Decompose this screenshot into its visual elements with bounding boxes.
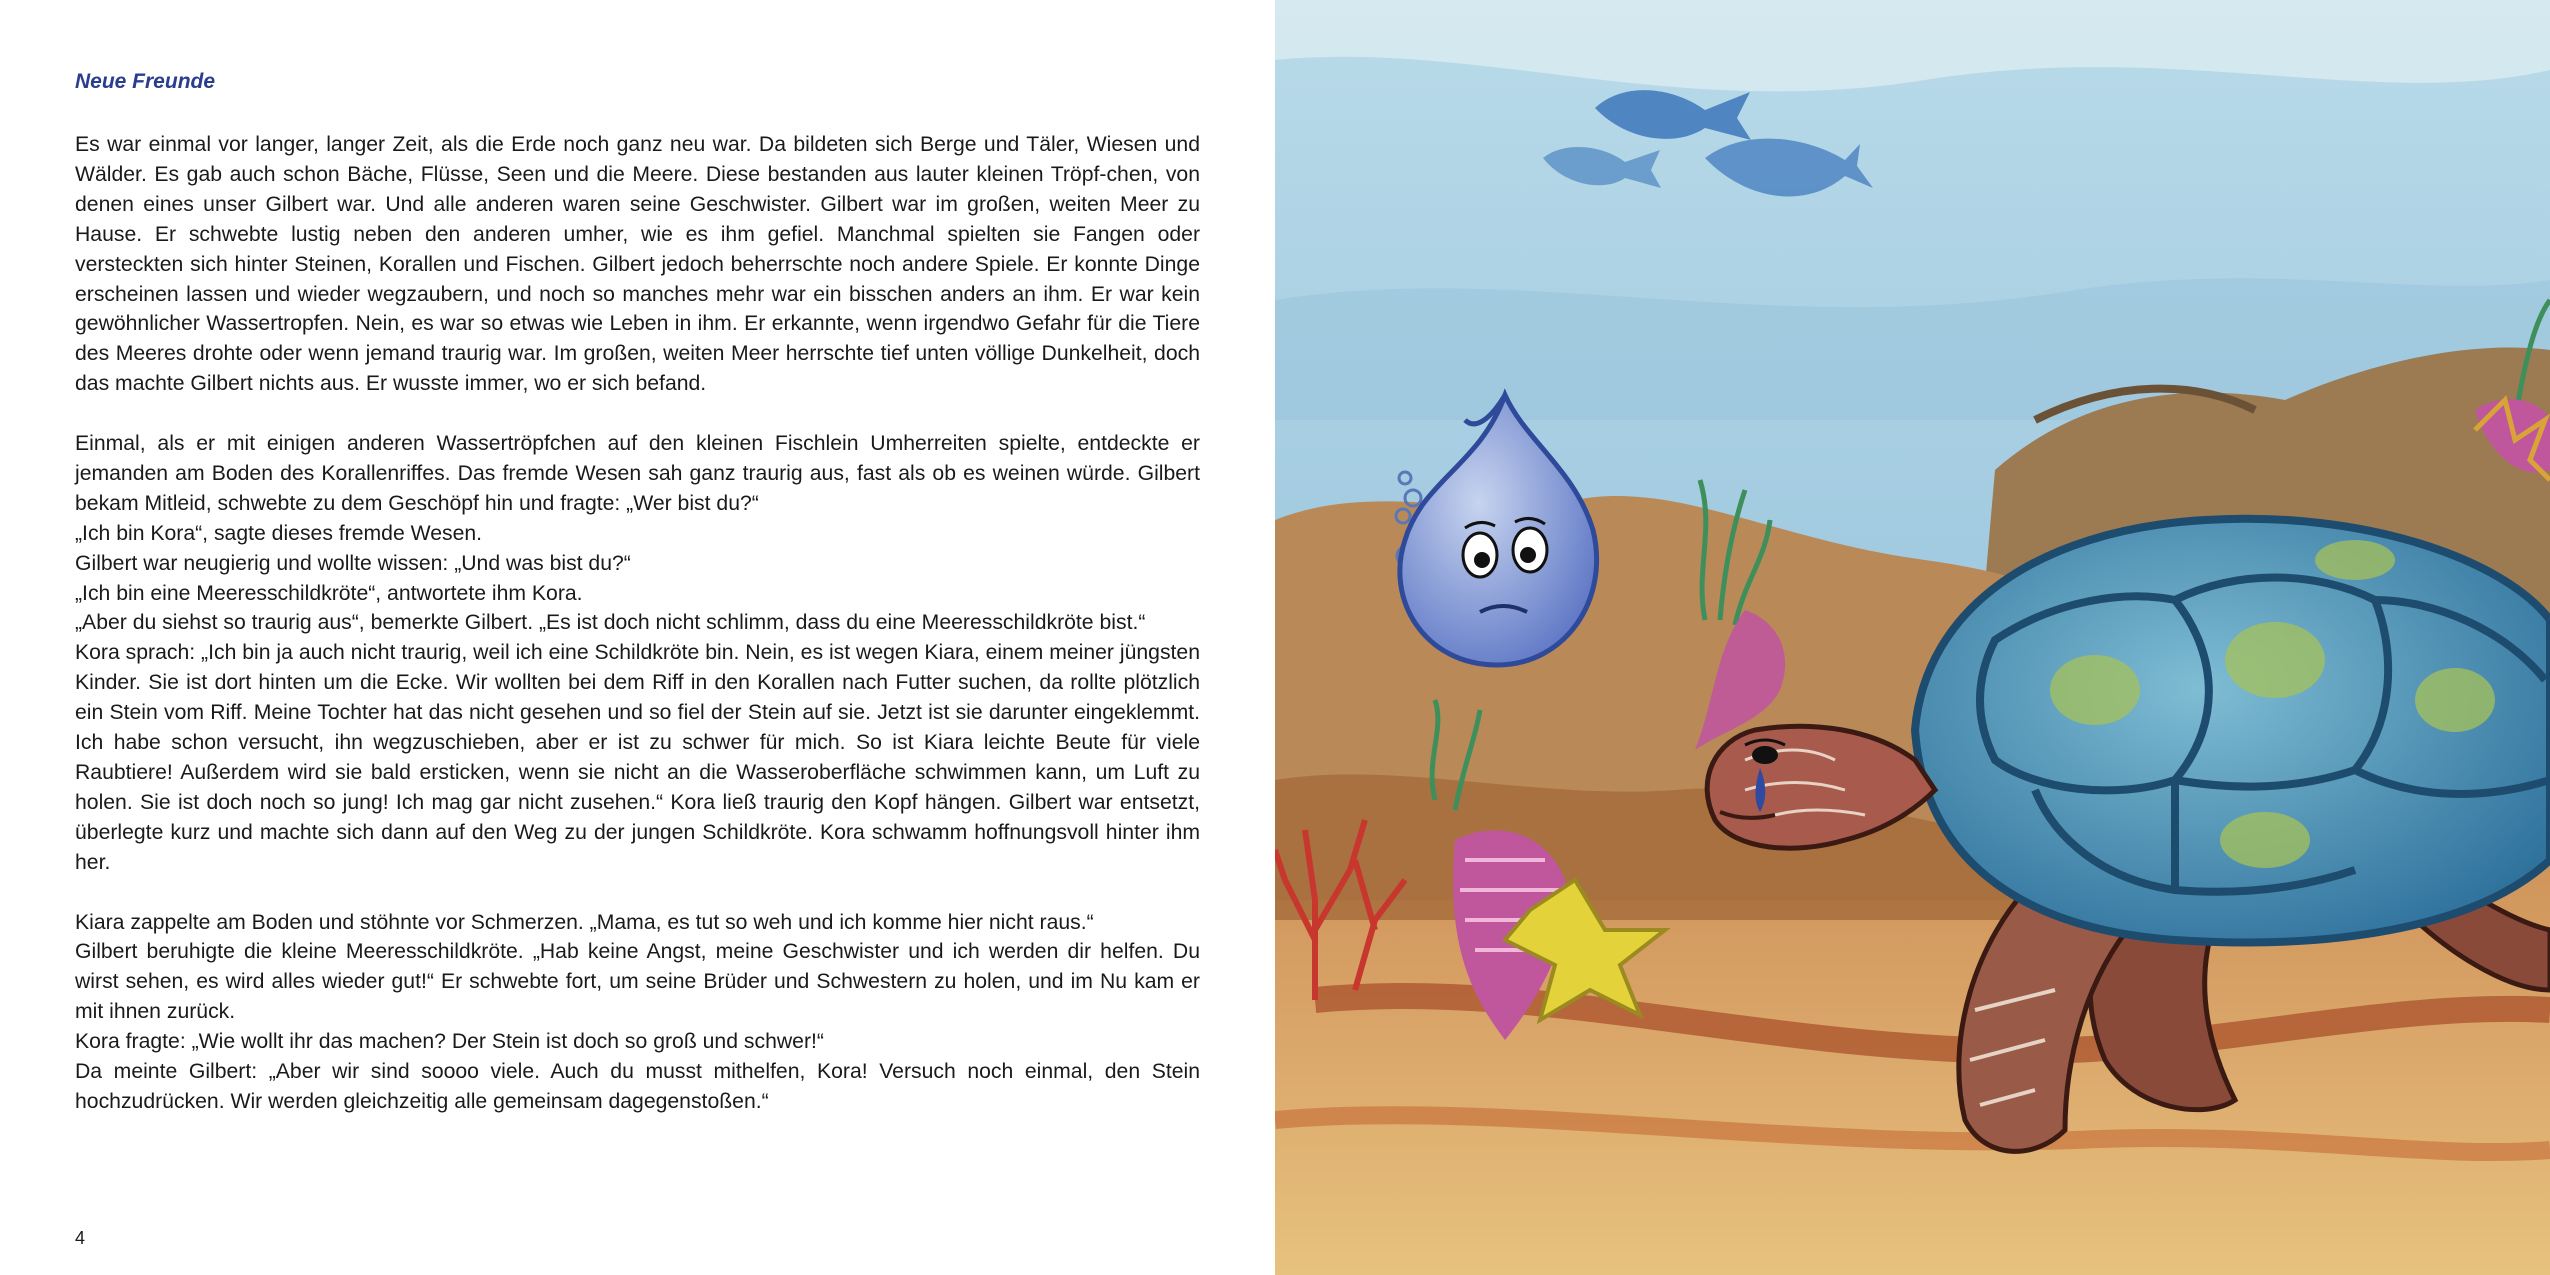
paragraph: „Ich bin eine Meeresschildkröte“, antwortete ihm Kora. <box>75 581 583 605</box>
paragraph: Kora fragte: „Wie wollt ihr das machen? Der Stein ist doch so groß und schwer!“ <box>75 1030 824 1054</box>
paragraph: „Aber du siehst so traurig aus“, bemerkte Gilbert. „Es ist doch nicht schlimm, dass du eine Meeresschildkröte bist.“ <box>75 611 1146 635</box>
underwater-scene <box>1275 0 2550 1275</box>
paragraph: Kora sprach: „Ich bin ja auch nicht traurig, weil ich eine Schildkröte bin. Nein, es ist wegen Kiara, einem meiner jüngsten Kinder. Sie ist dort hinten um die Ecke. Wir wollten bei dem Riff in den Korallen nach Futter suchen, da rollte plötzlich ein Stein vom Riff. Meine Tochter hat das nicht gesehen und so fiel der Stein auf sie. Jetzt ist sie darunter eingeklemmt. Ich habe schon versucht, ihn wegzuschieben, aber er ist zu schwer für mich. So ist Kiara leichte Beute für viele Raubtiere! Außerdem wird sie bald ersticken, wenn sie nicht an die Wasseroberfläche schwimmen kann, um Luft zu holen. Sie ist doch noch so jung! Ich mag gar nicht zusehen.“ Kora ließ traurig den Kopf hängen. Gilbert war entsetzt, überlegte kurz und machte sich dann auf den Weg zu der jungen Schildkröte. Kora schwamm hoffnungsvoll hinter ihm her. <box>75 641 1200 874</box>
paragraph: Gilbert beruhigte die kleine Meeresschildkröte. „Hab keine Angst, meine Geschwister und ich werden dir helfen. Du wirst sehen, es wird alles wieder gut!“ Er schwebte fort, um seine Brüder und Schwestern zu holen, und im Nu kam er mit ihnen zurück. <box>75 940 1200 1024</box>
story-text <box>75 130 1200 1117</box>
paragraph: Kiara zappelte am Boden und stöhnte vor Schmerzen. „Mama, es tut so weh und ich komme hier nicht raus.“ <box>75 910 1094 934</box>
paragraph: Es war einmal vor langer, langer Zeit, als die Erde noch ganz neu war. Da bildeten sich Berge und Täler, Wiesen und Wälder. Es gab auch schon Bäche, Flüsse, Seen und die Meere. Diese bestanden aus lauter kleinen Tröpf-chen, von denen eines unser Gilbert war. Und alle anderen waren seine Geschwister. Gilbert war im großen, weiten Meer zu Hause. Er schwebte lustig neben den anderen umher, wie es ihm gefiel. Manchmal spielten sie Fangen oder versteckten sich hinter Steinen, Korallen und Fischen. Gilbert jedoch beherrschte noch andere Spiele. Er konnte Dinge erscheinen lassen und wieder wegzaubern, und noch so manches mehr war ein bisschen anders an ihm. Er war kein gewöhnlicher Wassertropfen. Nein, es war so etwas wie Leben in ihm. Er erkannte, wenn irgendwo Gefahr für die Tiere des Meeres drohte oder wenn jemand traurig war. Im großen, weiten Meer herrschte tief unten völlige Dunkelheit, doch das machte Gilbert nichts aus. Er wusste immer, wo er sich befand. <box>75 133 1200 396</box>
chapter-title: Neue Freunde <box>75 70 216 93</box>
page-number: 4 <box>75 1228 86 1248</box>
illustration <box>1275 0 2550 1275</box>
paragraph: Da meinte Gilbert: „Aber wir sind soooo viele. Auch du musst mithelfen, Kora! Versuch noch einmal, den Stein hochzudrücken. Wir werden gleichzeitig alle gemeinsam dagegenstoßen.“ <box>75 1060 1200 1113</box>
paragraph: Einmal, als er mit einigen anderen Wassertröpfchen auf den kleinen Fischlein Umherreiten spielte, entdeckte er jemanden am Boden des Korallenriffes. Das fremde Wesen sah ganz traurig aus, fast als ob es weinen würde. Gilbert bekam Mitleid, schwebte zu dem Geschöpf hin und fragte: „Wer bist du?“ <box>75 432 1200 515</box>
paragraph: „Ich bin Kora“, sagte dieses fremde Wesen. <box>75 521 483 545</box>
paragraph: Gilbert war neugierig und wollte wissen: „Und was bist du?“ <box>75 551 631 575</box>
